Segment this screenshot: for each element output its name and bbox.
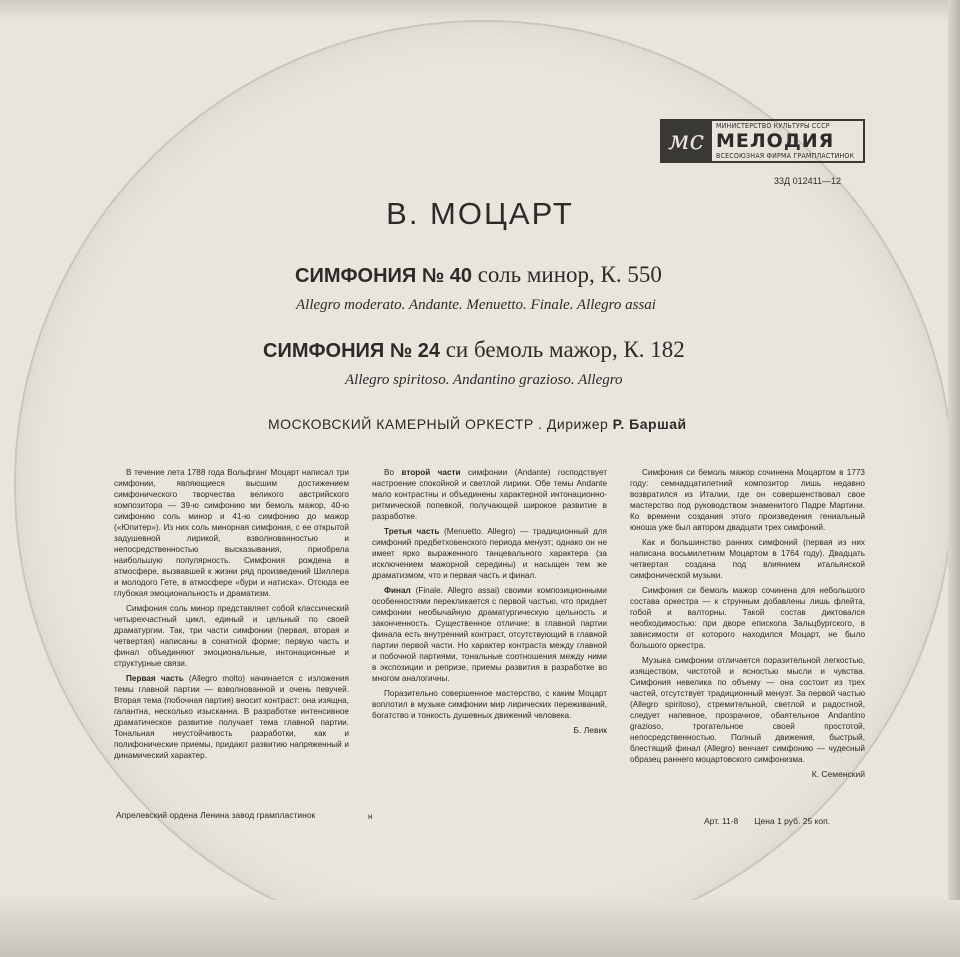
conductor-name: Р. Баршай [612,416,687,432]
liner-notes-column-1 [114,467,349,765]
paragraph-text: Во [384,468,402,477]
sleeve-right-edge [948,0,960,957]
logo-text-block [712,119,865,163]
catalog-number: 33Д 012411—12 [774,176,841,186]
symphony-40-heading [295,262,662,288]
symphony-40-movements: Allegro moderato. Andante. Menuetto. Finale. Allegro assai [296,297,656,313]
paragraph: Поразительно совершенное мастерство, с каким Моцарт воплотил в музыке симфонии мир лирических переживаний, богатство и тонкость душевных движений человека. [372,689,607,720]
paragraph-text: (Finale. Allegro assai) своими композиционными особенностями перекликается с первой частью, что придает симфонии необычайную драматургическую цельность и законченность. Существенное отличие: в главной партии финала есть внутренний контраст, отсутствующий в главной партии первой части. Но характер контраста между главной и побочной партиями, тональные соотношения между ними в экспозиции и репризе, приемы развития в разработке во многом аналогичны. [372,586,607,683]
paragraph: Симфония соль минор представляет собой классический четырехчастный цикл, единый и цельный по своей драматургии. Так, три части симфонии (первая, вторая и четвертая) написаны в сонатной форме; первую часть и финал объединяют эмоциональные, интонационные и структурные связи. [114,604,349,668]
factory-name: Апрелевский ордена Ленина завод грампластинок [116,810,316,820]
paragraph-lead: второй части [401,468,461,477]
melodiya-logo [660,118,865,164]
paragraph: Симфония си бемоль мажор сочинена Моцартом в 1773 году: семнадцатилетний композитор лишь недавно возвратился из Италии, где он совершенствовал свое мастерство под руководством знаменитого Падре Мартини. Ко времени создания этого произведения гениальный юноша уже был автором двадцати трех симфоний. [630,468,865,532]
sleeve-bottom-edge [0,900,960,957]
liner-notes-column-3 [630,467,865,780]
price: Цена 1 руб. 25 коп. [754,816,831,826]
author-signature: К. Семенский [811,769,865,779]
author-signature: Б. Левик [573,725,607,735]
paragraph [372,585,607,684]
melodiya-emblem-icon: мс [660,119,712,163]
paragraph: В течение лета 1788 года Вольфганг Моцарт написал три симфонии, являющиеся высшим достижением симфонического творчества великого австрийского композитора — 39-ю симфонию ми бемоль мажор, 40-ю симфонию соль минор и 41-ю симфонию до мажор («Юпитер»). Из них соль минорная симфония, с ее открытой задушевной лирикой, взволнованностью и непосредственностью высказывания, приобрела наибольшую популярность. Симфония рождена в атмосфере, вызвавшей к жизни ряд произведений Шиллера и молодого Гете, в атмосфере «бури и натиска». Отсюда ее глубокая эмоциональность и драматизм. [114,468,349,598]
paragraph: Симфония си бемоль мажор сочинена для небольшого состава оркестра — к струнным добавлены лишь флейта, гобой и валторны. Такой состав диктовался необходимостью: при дворе епископа Зальцбургского, в зависимости от которого находился Моцарт, не было большого оркестра. [630,586,865,650]
logo-company-line: ВСЕСОЮЗНАЯ ФИРМА ГРАМПЛАСТИНОК [716,152,855,160]
liner-notes-column-2 [372,467,607,736]
paragraph [372,526,607,581]
paragraph-text: (Allegro molto) начинается с изложения темы главной партии — взволнованной и очень певучей. Вторая тема (побочная партия) вносит контраст: она изящна, галантна, несколько изысканна. В разработке интенсивное драматическое развитие получает тема главной партии. Тональная неустойчивость разработки, как и полифонические приемы, придают развитию напряженный и динамический характер. [114,674,349,760]
paragraph-lead: Финал [384,586,411,595]
symphony-24-heading [263,337,685,363]
composer-name: В. МОЦАРТ [386,196,574,231]
symphony-24-movements: Allegro spiritoso. Andantino grazioso. Allegro [345,372,623,388]
paragraph-text: симфонии (Andante) господствует настроение спокойной и светлой лирики. Обе темы Andante мало контрастны и объединены характерной интонационно-ритмической попевкой, получающей широкое развитие в разработке. [372,468,607,521]
symphony-24-key: си бемоль мажор, К. 182 [445,337,685,362]
paragraph [114,673,349,761]
article-number: Арт. 11-8 [704,816,739,826]
article-price [704,816,830,826]
symphony-40-key: соль минор, К. 550 [477,262,662,287]
symphony-40-title: СИМФОНИЯ № 40 [295,265,472,287]
performers-line [268,416,687,432]
orchestra-name: МОСКОВСКИЙ КАМЕРНЫЙ ОРКЕСТР [268,416,534,432]
paragraph-text: (Menuetto. Allegro) — традиционный для симфоний предбетховенского периода менуэт; однако он не имеет ярко выраженного танцевального характера (за исключением мажорной середины) и насыщен тем же драматизмом, что и первая часть и финал. [372,527,607,580]
symphony-24-title: СИМФОНИЯ № 24 [263,340,440,362]
conductor-label: . Дирижер [538,416,609,432]
logo-ministry-line: МИНИСТЕРСТВО КУЛЬТУРЫ СССР [716,122,830,130]
sleeve-top-edge [0,0,960,22]
footer-mark: н [368,812,373,821]
paragraph-lead: Третья часть [384,527,440,536]
paragraph [372,467,607,522]
paragraph: Как и большинство ранних симфоний (первая из них написана восьмилетним Моцартом в 1764 году). Двадцать четвертая создана под влиянием итальянской симфонической музыки. [630,538,865,580]
paragraph-lead: Первая часть [126,674,184,683]
logo-brand-name: МЕЛОДИЯ [716,129,835,152]
paragraph: Музыка симфонии отличается поразительной легкостью, изяществом, чистотой и ясностью мысли и чувства. Симфония невелика по объему — она состоит из трех частей, отсутствует традиционный менуэт. За первой частью (Allegro spiritoso), стремительной, светлой и радостной, следует напевное, прозрачное, обаятельное Andantino grazioso, трогательное своей простотой, непосредственностью. Полный движения, быстрый, блестящий финал (Allegro) венчает симфонию — чудесный образец раннего моцартовского симфонизма. [630,656,865,764]
